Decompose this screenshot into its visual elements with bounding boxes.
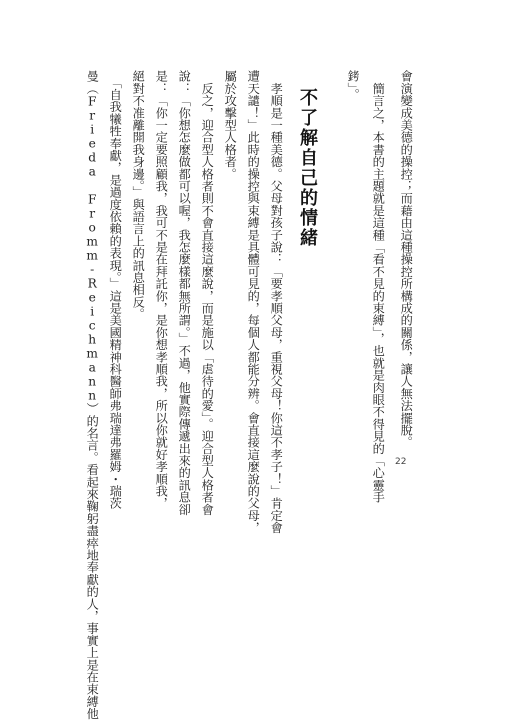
section-heading: 不了解自己的情緒 [297,88,318,248]
text-column: 曼（Frieda Fromm-Reichmann）的名言。看起來鞠躬盡瘁地奉獻的人，事實上是在束縛他 [85,70,100,720]
text-column: 是：「你一定要照顧我，我可不是在拜託你，是你想孝順我，所以你就好孝順我， [154,70,169,510]
page-number: 22 [395,457,407,467]
text-column: 屬於攻擊型人格者。 [223,70,238,180]
text-column: 會演變成美德的操控；而藉由這種操控所構成的關係，讓人無法擺脫。 [399,70,414,449]
text-column: 「自我犧牲奉獻，是過度依賴的表現。」這是美國精神科醫師弗瑞達弗羅姆・瑞茨 [108,70,123,510]
text-column: 簡言之，本書的主題就是這種「看不見的束縛」，也就是肉眼不得見的「心靈手 [371,70,386,504]
text-column: 反之，迎合型人格者則不會直接這麼說，而是施以「虐待的愛」。迎合型人格者會 [200,70,215,516]
text-column: 孝順是一種美德。父母對孩子說：「要孝順父母，重視父母！你這不孝子！」肯定會 [269,70,284,534]
text-column: 絕對不准離開我身邊。」與語言上的訊息相反。 [131,70,146,321]
text-column: 遭天譴！」此時的操控與束縛是具體可見的，每個人都能分辨。會直接這麼說的父母， [246,70,261,534]
text-column: 說：「你想怎麼做都可以喔，我怎麼樣都無所謂。」不過，他實際傳遞出來的訊息卻 [177,70,192,516]
text-column: 銬」。 [346,70,361,101]
